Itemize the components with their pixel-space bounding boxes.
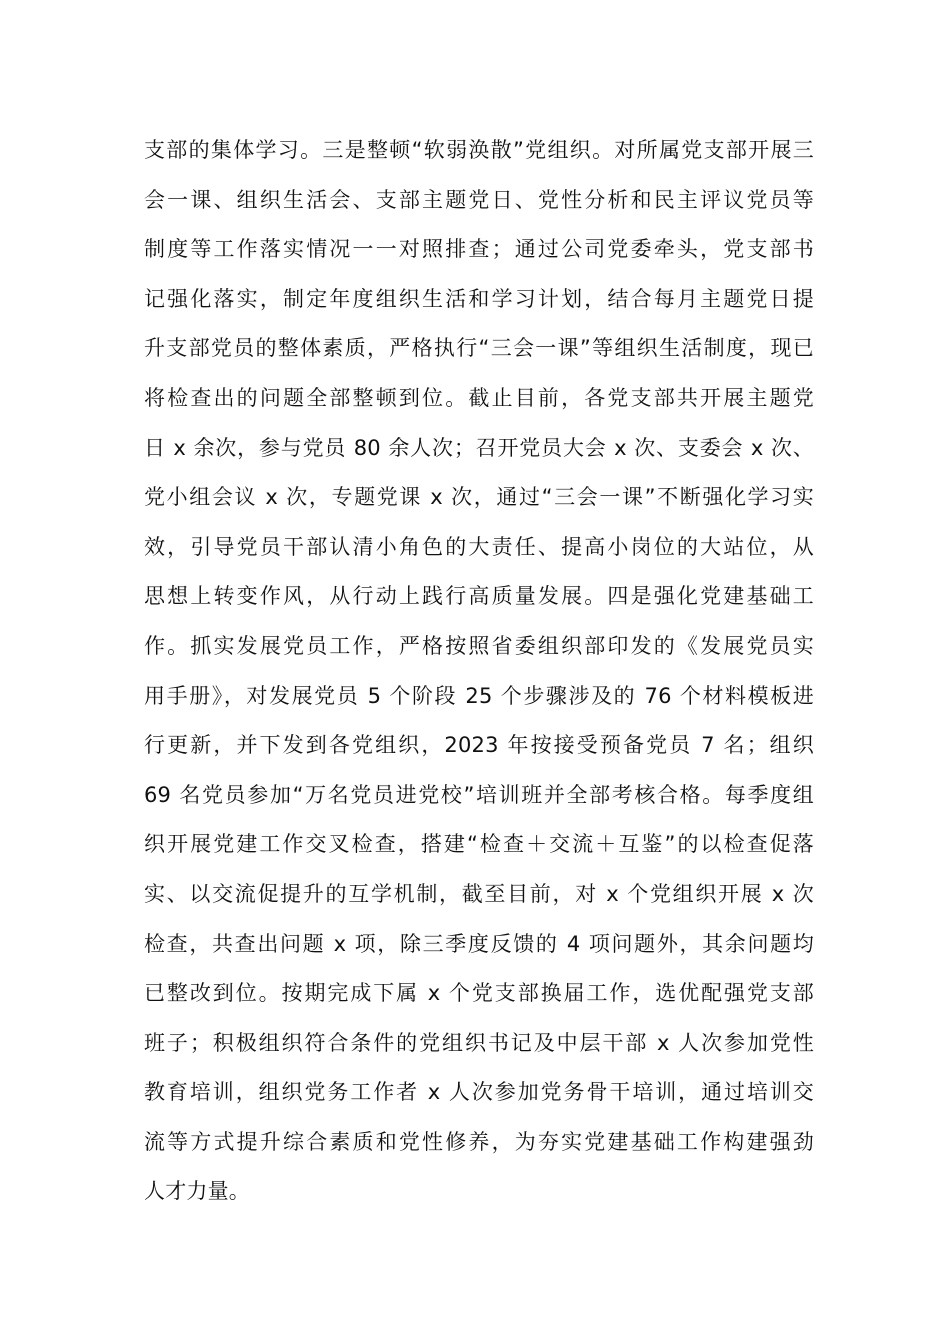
body-paragraph [144,126,814,1217]
text-line: 织开展党建工作交叉检查，搭建“检查＋交流＋互鉴”的以检查促落 [144,832,814,857]
text-line: 行更新，并下发到各党组织，2023 年按接受预备党员 7 名；组织 [144,733,814,758]
text-line: 将检查出的问题全部整顿到位。截止目前，各党支部共开展主题党 [144,385,814,410]
text-line-last: 人才力量。 [144,1179,250,1204]
text-line: 记强化落实，制定年度组织生活和学习计划，结合每月主题党日提 [144,286,814,311]
text-line: 党小组会议 x 次，专题党课 x 次，通过“三会一课”不断强化学习实 [144,485,814,510]
text-line: 流等方式提升综合素质和党性修养，为夯实党建基础工作构建强劲 [144,1129,814,1154]
text-line: 支部的集体学习。三是整顿“软弱涣散”党组织。对所属党支部开展三 [144,138,814,162]
text-line: 效，引导党员干部认清小角色的大责任、提高小岗位的大站位，从 [144,534,814,559]
text-line: 69 名党员参加“万名党员进党校”培训班并全部考核合格。每季度组 [144,782,814,807]
text-line: 制度等工作落实情况一一对照排查；通过公司党委牵头，党支部书 [144,237,814,262]
text-line: 升支部党员的整体素质，严格执行“三会一课”等组织生活制度，现已 [144,336,814,361]
text-line: 思想上转变作风，从行动上践行高质量发展。四是强化党建基础工 [144,584,814,609]
text-line: 会一课、组织生活会、支部主题党日、党性分析和民主评议党员等 [144,187,814,212]
text-line: 用手册》，对发展党员 5 个阶段 25 个步骤涉及的 76 个材料模板进 [144,683,814,708]
text-line: 实、以交流促提升的互学机制，截至目前，对 x 个党组织开展 x 次 [144,881,814,906]
text-line: 已整改到位。按期完成下属 x 个党支部换届工作，选优配强党支部 [144,981,814,1006]
text-line: 日 x 余次，参与党员 80 余人次；召开党员大会 x 次、支委会 x 次、 [144,435,814,460]
text-line: 作。抓实发展党员工作，严格按照省委组织部印发的《发展党员实 [144,633,814,658]
text-line: 检查，共查出问题 x 项，除三季度反馈的 4 项问题外，其余问题均 [144,931,814,956]
text-line: 班子；积极组织符合条件的党组织书记及中层干部 x 人次参加党性 [144,1030,814,1055]
text-line: 教育培训，组织党务工作者 x 人次参加党务骨干培训，通过培训交 [144,1080,814,1105]
